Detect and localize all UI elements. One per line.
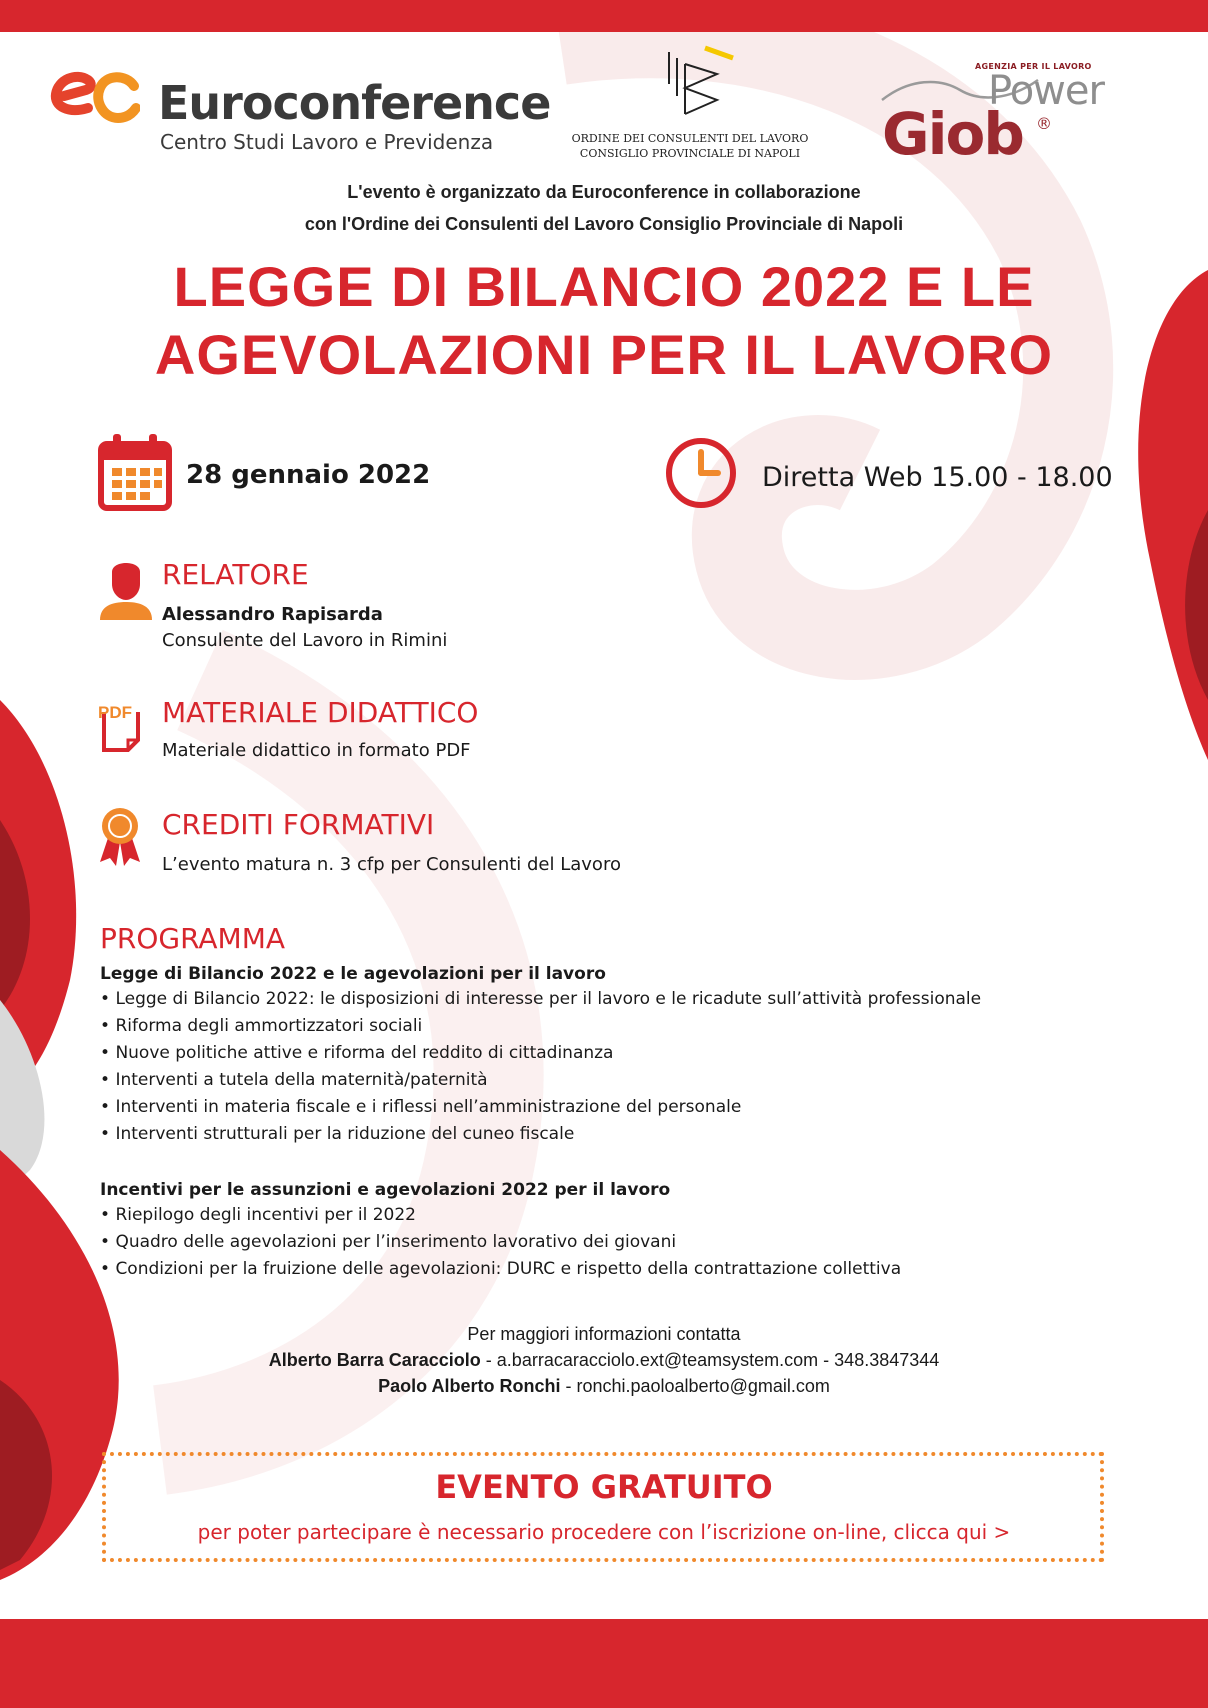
programma-block-1-head: Legge di Bilancio 2022 e le agevolazioni per il lavoro [100,964,606,984]
register-link[interactable]: per poter partecipare è necessario procedere con l’iscrizione on-line, clicca qui > [197,1520,1011,1544]
organized-line-2: con l'Ordine dei Consulenti del Lavoro Consiglio Provinciale di Napoli [304,214,904,234]
programma-block-2-head: Incentivi per le assunzioni e agevolazioni 2022 per il lavoro [100,1180,671,1200]
list-item: • Legge di Bilancio 2022: le disposizioni di interesse per il lavoro e le ricadute sull’attività professionale [100,986,1100,1013]
organized-line-1: L'evento è organizzato da Euroconference in collaborazione [347,182,861,202]
contact-2-name: Paolo Alberto Ronchi [378,1376,561,1396]
contact-2-details[interactable]: - ronchi.paoloalberto@gmail.com [560,1376,830,1396]
programma-block-2-list [100,1202,1100,1283]
pdf-file-icon [98,698,144,756]
event-date: 28 gennaio 2022 [186,460,431,490]
programma-title: PROGRAMMA [100,922,286,955]
relatore-name: Alessandro Rapisarda [162,604,383,625]
euroconference-logo [48,66,551,156]
euroconference-subtitle: Centro Studi Lavoro e Previdenza [160,130,494,154]
list-item: • Riforma degli ammortizzatori sociali [100,1013,1100,1040]
powergiob-registered: ® [1036,114,1052,133]
main-title-line-2: AGEVOLAZIONI PER IL LAVORO [154,323,1054,386]
free-event-title: EVENTO GRATUITO [435,1468,773,1506]
calendar-icon [98,432,172,512]
contact-person-1 [0,1347,1208,1373]
event-time: Diretta Web 15.00 - 18.00 [762,462,1113,493]
list-item: • Condizioni per la fruizione delle agevolazioni: DURC e rispetto della contrattazione collettiva [100,1256,1100,1283]
ordine-line-1: ORDINE DEI CONSULENTI DEL LAVORO [571,132,809,145]
list-item: • Interventi strutturali per la riduzione del cuneo fiscale [100,1121,1100,1148]
powergiob-giob: Giob [882,100,1023,168]
powergiob-logo [880,60,1110,170]
ordine-line-2: CONSIGLIO PROVINCIALE DI NAPOLI [579,147,801,160]
euroconference-name: Euroconference [158,76,551,130]
programma-block-2 [100,1180,1100,1283]
list-item: • Interventi a tutela della maternità/paternità [100,1067,1100,1094]
contact-1-name: Alberto Barra Caracciolo [268,1350,481,1370]
ec-monogram-icon [48,68,140,128]
award-ribbon-icon [98,804,142,866]
programma-block-1-list [100,986,1100,1148]
relatore-role: Consulente del Lavoro in Rimini [162,630,448,651]
bottom-band [0,1619,1208,1708]
list-item: • Interventi in materia fiscale e i riflessi nell’amministrazione del personale [100,1094,1100,1121]
list-item: • Riepilogo degli incentivi per il 2022 [100,1202,1100,1229]
ordine-logo [560,44,820,164]
powergiob-agency: AGENZIA PER IL LAVORO [975,62,1092,71]
pdf-icon-label: PDF [98,703,132,722]
speaker-icon [98,558,154,620]
ordine-emblem-icon [655,44,735,122]
materiale-text: Materiale didattico in formato PDF [162,740,471,761]
materiale-title: MATERIALE DIDATTICO [162,696,479,729]
list-item: • Nuove politiche attive e riforma del reddito di cittadinanza [100,1040,1100,1067]
top-band [0,0,1208,32]
contact-person-2 [0,1373,1208,1399]
contact-intro: Per maggiori informazioni contatta [467,1324,741,1344]
contact-1-details[interactable]: - a.barracaracciolo.ext@teamsystem.com - 348.3847344 [480,1350,940,1370]
clock-icon [664,436,738,510]
powergiob-power: Power [988,68,1104,114]
crediti-title: CREDITI FORMATIVI [162,808,435,841]
crediti-text: L’evento matura n. 3 cfp per Consulenti del Lavoro [162,854,621,875]
relatore-title: RELATORE [162,558,309,591]
list-item: • Quadro delle agevolazioni per l’inserimento lavorativo dei giovani [100,1229,1100,1256]
programma-block-1 [100,964,1100,1148]
main-title-line-1: LEGGE DI BILANCIO 2022 E LE [173,255,1035,318]
